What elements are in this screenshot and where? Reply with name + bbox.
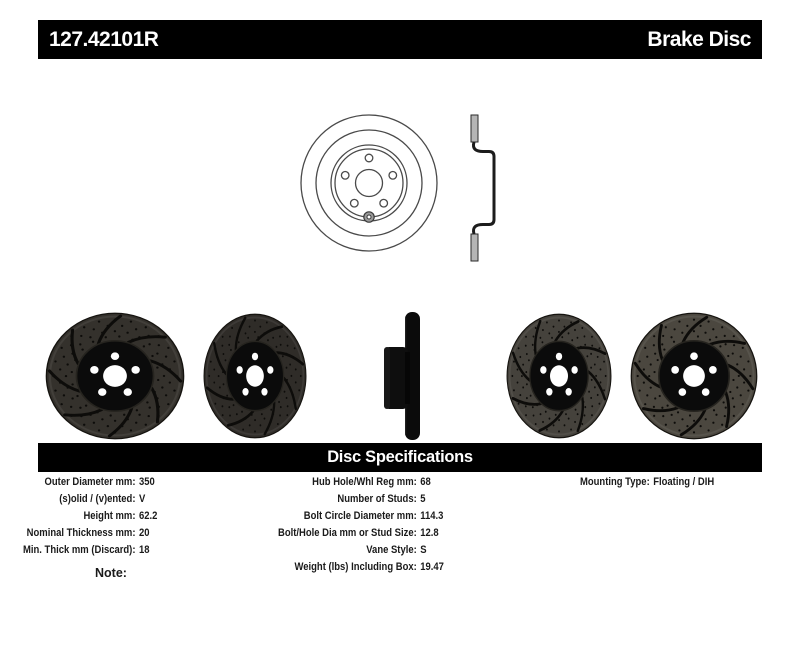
header-bar: [38, 20, 762, 59]
rotor-edge-graphic: [376, 310, 431, 442]
note-label: Note:: [95, 566, 127, 580]
rotor-photo-edge-view: [376, 310, 431, 442]
rotor-photo-front: [45, 312, 185, 440]
spec-label: (s)olid / (v)ented :: [23, 491, 138, 508]
spec-row-height: [23, 508, 157, 525]
spec-value: 12.8: [420, 527, 439, 539]
spec-label: Number of Studs :: [278, 491, 419, 508]
spec-row-number-of-studs: [278, 491, 444, 508]
spec-label: Hub Hole/Whl Reg mm :: [278, 474, 419, 491]
spec-label: Outer Diameter mm :: [23, 474, 138, 491]
technical-line-drawing: [280, 103, 520, 273]
spec-value: 5: [420, 493, 426, 505]
spec-row-min-thickness: [23, 542, 157, 559]
spec-label: Vane Style :: [278, 542, 419, 559]
set-screw-hole: [364, 212, 374, 222]
spec-column-fitment: [278, 474, 444, 576]
spec-row-bolt-circle-diameter: [278, 508, 444, 525]
spec-value: V: [138, 493, 146, 505]
product-type-title: Brake Disc: [647, 27, 751, 51]
spec-label: Bolt Circle Diameter mm :: [278, 508, 419, 525]
spec-value: 20: [138, 527, 150, 539]
spec-value: 114.3: [420, 510, 444, 522]
spec-value: 350: [138, 476, 155, 488]
spec-column-mounting: [580, 474, 714, 491]
spec-value: 19.47: [420, 561, 444, 573]
spec-value: 18: [138, 544, 150, 556]
spec-row-bolt-hole-dia: [278, 525, 444, 542]
spec-row-nominal-thickness: [23, 525, 157, 542]
rotor-photo-angled-right: [506, 313, 612, 439]
spec-value: 62.2: [138, 510, 158, 522]
spec-label: Nominal Thickness mm :: [23, 525, 138, 542]
spec-label: Min. Thick mm (Discard) :: [23, 542, 138, 559]
spec-value: 68: [420, 476, 431, 488]
spec-row-mounting-type: [580, 474, 714, 491]
cross-section-drawing: [471, 115, 494, 261]
part-number: 127.42101R: [49, 27, 159, 51]
spec-label: Weight (lbs) Including Box :: [278, 559, 419, 576]
spec-row-hub-hole: [278, 474, 444, 491]
rotor-photo-angled-left: [203, 313, 307, 439]
spec-row-solid-vented: [23, 491, 157, 508]
spec-column-dimensions: [23, 474, 157, 559]
spec-label: Bolt/Hole Dia mm or Stud Size :: [278, 525, 419, 542]
front-view-drawing: [301, 115, 437, 251]
rotor-photo-front-angled: [630, 312, 758, 440]
spec-section-title: Disc Specifications: [327, 448, 473, 466]
spec-row-weight: [278, 559, 444, 576]
spec-row-outer-diameter: [23, 474, 157, 491]
spec-section-header: [38, 443, 762, 472]
spec-row-vane-style: [278, 542, 444, 559]
spec-label: Mounting Type :: [580, 474, 652, 491]
spec-value: S: [420, 544, 427, 556]
spec-label: Height mm :: [23, 508, 138, 525]
spec-value: Floating / DIH: [653, 476, 715, 488]
